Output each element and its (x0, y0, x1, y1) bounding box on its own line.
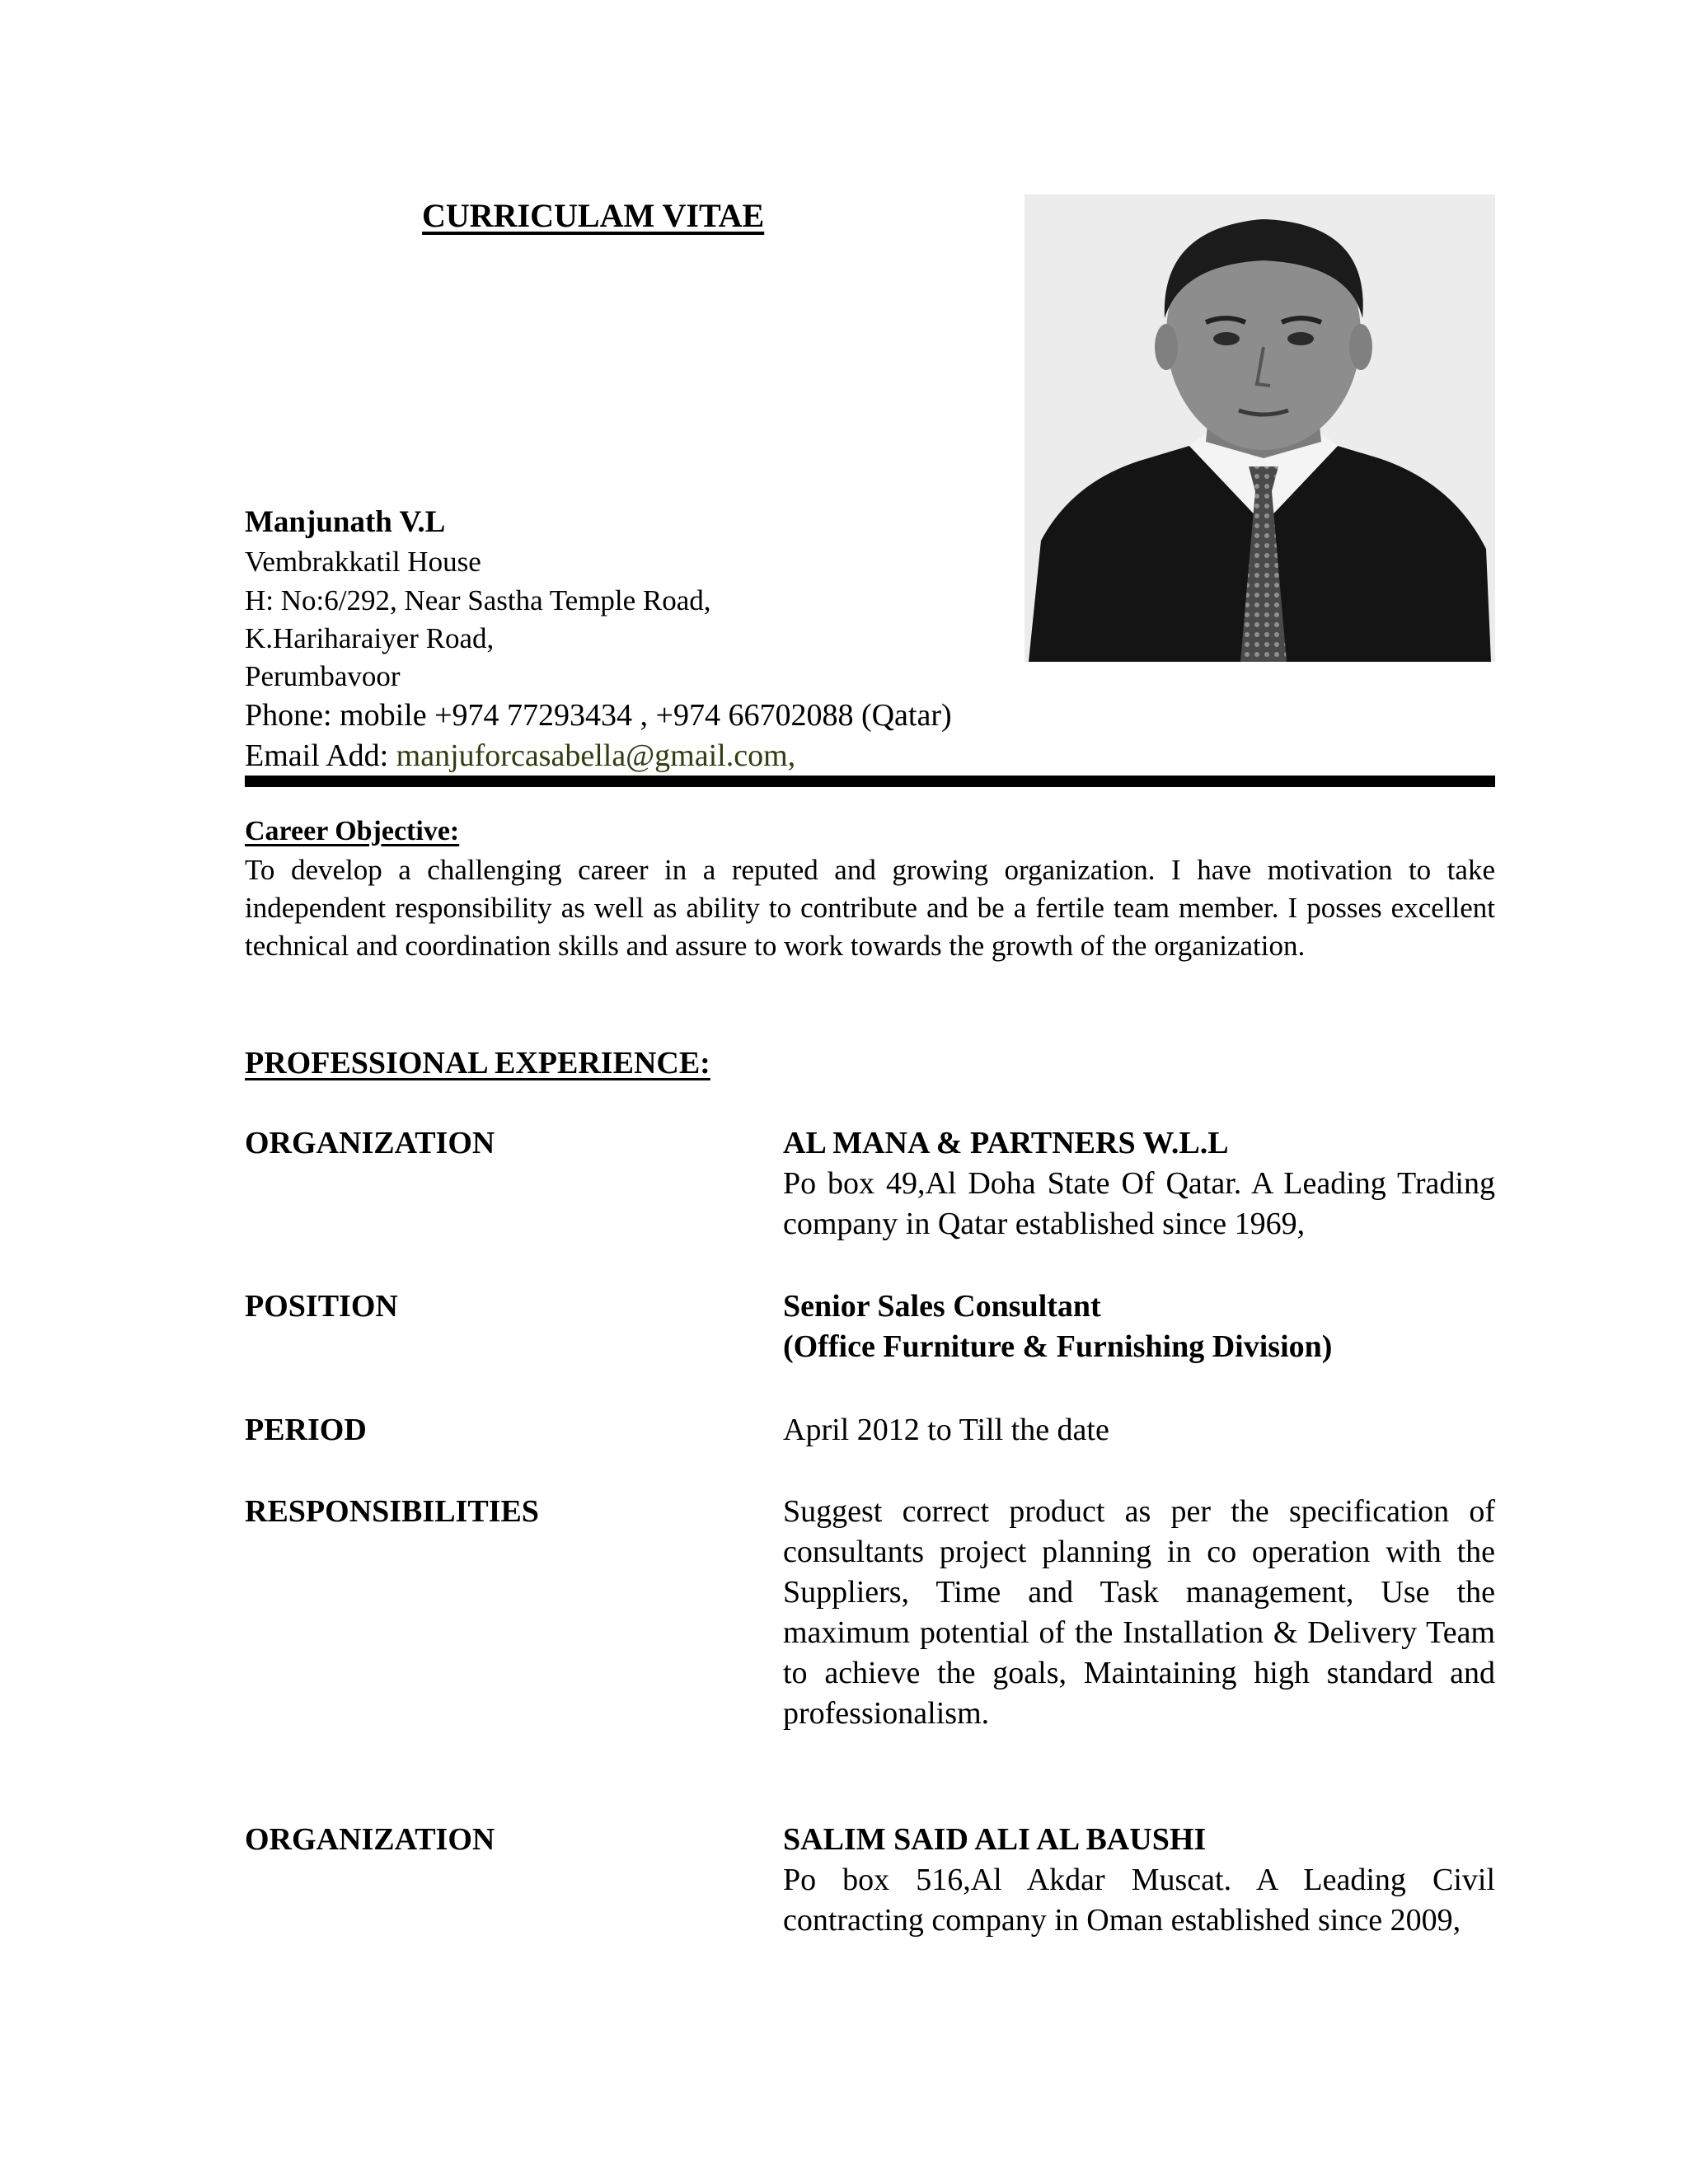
email-link[interactable]: manjuforcasabella@gmail.com, (396, 738, 796, 773)
organization-name: AL MANA & PARTNERS W.L.L (783, 1126, 1229, 1160)
document-title: CURRICULAM VITAE (422, 197, 765, 234)
organization-description: Po box 49,Al Doha State Of Qatar. A Leading Trading company in Qatar established since 1969, (783, 1166, 1495, 1241)
organization-label: ORGANIZATION (245, 1822, 495, 1857)
header-divider (245, 776, 1495, 787)
organization-description: Po box 516,Al Akdar Muscat. A Leading Civil contracting company in Oman established since 2009, (783, 1863, 1495, 1938)
address-line-3: K.Hariharaiyer Road, (245, 622, 495, 654)
address-line-2: H: No:6/292, Near Sastha Temple Road, (245, 584, 711, 616)
position-block (783, 1286, 1495, 1367)
profile-photo-image (1025, 194, 1495, 662)
period-value: April 2012 to Till the date (783, 1413, 1109, 1447)
career-objective-text: To develop a challenging career in a reputed and growing organization. I have motivation to take independent responsibility as well as ability to contribute and be a fertile team member. I posses excellent technical and coordination skills and assure to work towards the growth of the organization. (245, 854, 1495, 962)
organization-block (783, 1123, 1495, 1244)
email-label: Email Add: (245, 738, 396, 773)
address-line-1: Vembrakkatil House (245, 546, 481, 578)
professional-experience-heading: PROFESSIONAL EXPERIENCE: (245, 1046, 710, 1080)
career-objective-heading: Career Objective: (245, 816, 460, 846)
email-line (245, 738, 795, 774)
position-division: (Office Furniture & Furnishing Division) (783, 1329, 1333, 1364)
period-label: PERIOD (245, 1413, 367, 1447)
position-label: POSITION (245, 1289, 398, 1324)
organization-block (783, 1820, 1495, 1941)
responsibilities-text: Suggest correct product as per the specification of consultants project planning in co operation with the Suppliers, Time and Task management, Use the maximum potential of the Installation & Delivery Team to achieve the goals, Maintaining high standard and professionalism. (783, 1494, 1495, 1731)
candidate-name: Manjunath V.L (245, 505, 446, 539)
organization-label: ORGANIZATION (245, 1126, 495, 1160)
organization-name: SALIM SAID ALI AL BAUSHI (783, 1822, 1207, 1857)
profile-photo (1025, 194, 1495, 662)
phone-line: Phone: mobile +974 77293434 , +974 66702088 (Qatar) (245, 698, 952, 733)
position-title: Senior Sales Consultant (783, 1289, 1101, 1324)
responsibilities-label: RESPONSIBILITIES (245, 1494, 539, 1529)
address-line-4: Perumbavoor (245, 660, 401, 692)
